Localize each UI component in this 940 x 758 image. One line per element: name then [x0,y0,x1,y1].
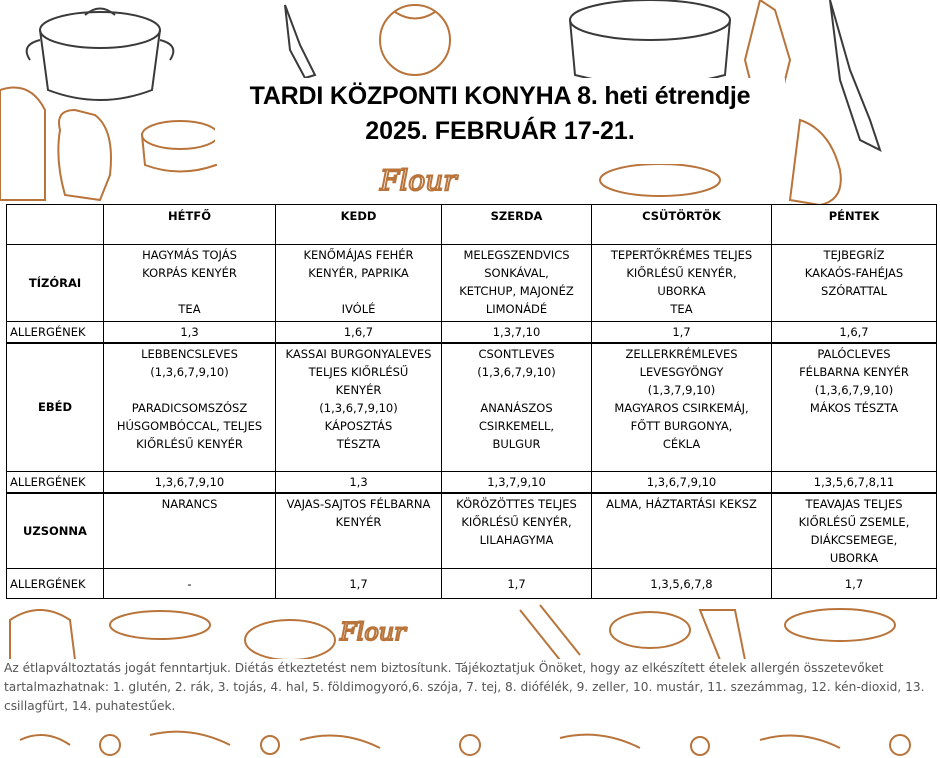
ebed-wednesday [442,343,592,471]
menu-line: (1,3,6,7,9,10) [319,401,398,415]
menu-line: LEVESGYÖNGY [639,365,724,379]
flour-doodle-text: Flour [380,164,457,197]
tizorai-tuesday [276,245,442,322]
allergen-label: ALLERGÉNEK [7,471,104,493]
row-label-tizorai: TÍZÓRAI [7,245,104,322]
tizorai-row [7,245,937,322]
menu-line: PALÓCLEVES [817,347,891,361]
weekly-menu-table [6,204,937,599]
menu-line: LEBBENCSLEVES [141,347,238,361]
ebed-tuesday [276,343,442,471]
menu-line: UBORKA [657,284,706,298]
cheese-icon [142,121,218,172]
menu-line: FÉLBARNA KENYÉR [799,365,909,379]
kitchen-knife-icon [285,5,315,78]
tomato-icon [380,5,450,75]
allergen-value: 1,3,7,10 [442,322,592,344]
bread-icon [0,88,45,201]
oven-mitt-icon [58,110,111,200]
menu-line: PARADICSOMSZÓSZ [131,401,248,415]
menu-line: KASSAI BURGONYALEVES [285,347,432,361]
allergen-value: 1,7 [592,322,772,344]
page-title: TARDI KÖZPONTI KONYHA 8. heti étrendje [249,82,751,110]
menu-line: KETCHUP, MAJONÉZ [459,284,574,298]
knife-icon [830,0,880,150]
menu-line: IVÓLÉ [341,302,376,316]
menu-line: SONKÁVAL, [484,266,549,280]
menu-line: KAKAÓS-FAHÉJAS [804,266,904,280]
uzsonna-monday [104,493,276,569]
menu-line: KIŐRLÉSŰ KENYÉR, [461,515,572,529]
menu-line: TEPERTŐKRÉMES TELJES [610,248,753,262]
menu-line: LILAHAGYMA [479,533,554,547]
bottom-edge-doodles [20,732,910,755]
allergen-value: - [104,569,276,599]
menu-line: KORPÁS KENYÉR [142,266,237,280]
menu-line: ALMA, HÁZTARTÁSI KEKSZ [606,497,757,511]
menu-line: CÉKLA [662,437,701,451]
menu-line: KIŐRLÉSŰ KENYÉR [136,437,243,451]
menu-line: TÉSZTA [336,437,381,451]
ebed-thursday [592,343,772,471]
allergen-value: 1,6,7 [276,322,442,344]
uzsonna-thursday [592,493,772,569]
menu-line: MAGYAROS CSIRKEMÁJ, [614,401,749,415]
allergen-value: 1,3,7,9,10 [442,471,592,493]
corner-cell [7,205,104,245]
cheese-wheel-icon [600,164,720,196]
tizorai-allergen-row [7,322,937,344]
allergen-notice: Az étlapváltoztatás jogát fenntartjuk. Diétás étkeztetést nem biztosítunk. Tájékoztatjuk Önöket, hogy az elkészített ételek allergén összetevőket tartalmazhatnak: 1. glutén, 2. rák, 3. tojás, 4. hal, 5. földimogyoró,6. szója, 7. tej, 8. diófélék, 9. zeller, 10. mustár, 11. szezámmag, 12. kén-dioxid, 13. csillagfürt, 14. puhatestűek. [4,659,934,716]
allergen-value: 1,3,6,7,9,10 [104,471,276,493]
menu-line: FŐTT BURGONYA, [630,419,733,433]
ebed-monday [104,343,276,471]
menu-line: ZELLERKRÉMLEVES [625,347,738,361]
allergen-value: 1,3,6,7,9,10 [592,471,772,493]
page-date: 2025. FEBRUÁR 17-21. [365,117,635,145]
menu-line: BULGUR [492,437,541,451]
menu-line: (1,3,7,9,10) [647,383,716,397]
uzsonna-friday [772,493,937,569]
menu-line: KÁPOSZTÁS [324,419,393,433]
tizorai-monday [104,245,276,322]
menu-line: HAGYMÁS TOJÁS [142,248,237,262]
bottom-doodle-band [10,605,895,660]
ebed-friday [772,343,937,471]
day-header-wednesday: SZERDA [442,205,592,245]
svg-text:Flour: Flour [340,618,406,646]
pear-icon [790,120,841,205]
menu-line: KENYÉR [335,515,382,529]
menu-line: KENŐMÁJAS FEHÉR [303,248,414,262]
menu-line: NARANCS [161,497,218,511]
uzsonna-tuesday [276,493,442,569]
uzsonna-row [7,493,937,569]
menu-line: TEAVAJAS TELJES [805,497,903,511]
allergen-value: 1,7 [276,569,442,599]
menu-line: TEA [178,302,201,316]
menu-line: MÁKOS TÉSZTA [809,401,899,415]
allergen-value: 1,3 [104,322,276,344]
uzsonna-allergen-row [7,569,937,599]
allergen-value: 1,7 [772,569,937,599]
ebed-allergen-row [7,471,937,493]
menu-line: DIÁKCSEMEGE, [810,533,898,547]
menu-line: (1,3,6,7,9,10) [814,383,894,397]
allergen-label: ALLERGÉNEK [7,569,104,599]
allergen-label: ALLERGÉNEK [7,322,104,344]
menu-line: KÖRÖZÖTTES TELJES [456,497,577,511]
day-header-friday: PÉNTEK [772,205,937,245]
menu-line: KENYÉR, PAPRIKA [308,266,409,280]
menu-line: SZÓRATTAL [821,284,887,298]
allergen-value: 1,6,7 [772,322,937,344]
day-header-thursday: CSÜTÖRTÖK [592,205,772,245]
menu-line: KIŐRLÉSŰ ZSEMLE, [798,515,910,529]
tizorai-thursday [592,245,772,322]
allergen-value: 1,3,5,6,7,8 [592,569,772,599]
cooking-pot-icon [27,9,174,101]
menu-line: MELEGSZENDVICS [463,248,570,262]
row-label-uzsonna: UZSONNA [7,493,104,569]
menu-line: CSIRKEMELL, [478,419,555,433]
menu-line: ANANÁSZOS [480,401,553,415]
day-header-row [7,205,937,245]
menu-line: KIŐRLÉSŰ KENYÉR, [626,266,737,280]
menu-line: CSONTLEVES [478,347,555,361]
tizorai-friday [772,245,937,322]
tizorai-wednesday [442,245,592,322]
row-label-ebed: EBÉD [7,343,104,471]
menu-line: TEJBEGRÍZ [823,248,885,262]
menu-line: TELJES KIŐRLÉSŰ [308,365,409,379]
ebed-row [7,343,937,471]
menu-line: KENYÉR [335,383,382,397]
menu-line: UBORKA [829,551,879,565]
day-header-tuesday: KEDD [276,205,442,245]
menu-line: HÚSGOMBÓCCAL, TELJES [116,419,263,433]
title-box [215,78,785,164]
menu-line: LIMONÁDÉ [485,302,548,316]
stock-pot-icon [570,0,730,85]
menu-line: TEA [670,302,693,316]
day-header-monday: HÉTFŐ [104,205,276,245]
menu-line: (1,3,6,7,9,10) [477,365,556,379]
allergen-value: 1,7 [442,569,592,599]
menu-line: (1,3,6,7,9,10) [150,365,229,379]
uzsonna-wednesday [442,493,592,569]
menu-line: VAJAS-SAJTOS FÉLBARNA [286,497,431,511]
allergen-value: 1,3,5,6,7,8,11 [772,471,937,493]
allergen-value: 1,3 [276,471,442,493]
